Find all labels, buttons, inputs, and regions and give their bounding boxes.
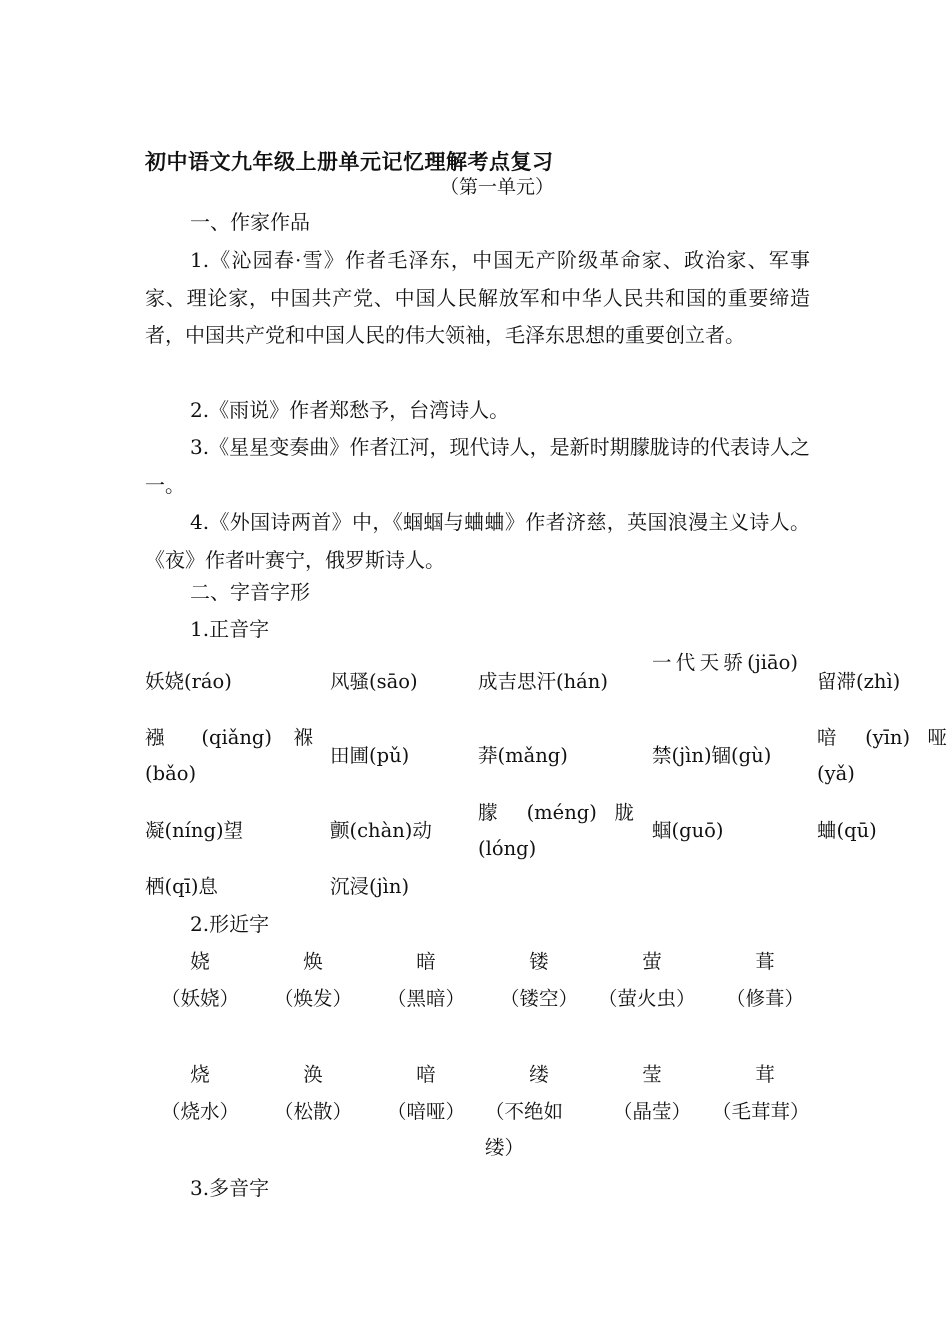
table-cell: 颤(chàn)动: [330, 819, 432, 842]
paragraph-2: 2.《雨说》作者郑愁予，台湾诗人。: [190, 398, 510, 422]
table-cell: 莽(mǎng): [478, 744, 568, 767]
table-cell: 成吉思汗(hán): [478, 670, 608, 693]
table-cell: 暗: [416, 950, 436, 973]
table-cell: （萤火虫）: [598, 987, 696, 1010]
table-cell: （黑暗）: [386, 987, 465, 1010]
table-cell: 莹: [642, 1063, 662, 1086]
table-cell: 田圃(pǔ): [330, 744, 410, 767]
table-cell: 一代天骄(jiāo): [652, 651, 798, 674]
section-heading-characters: 二、字音字形: [190, 580, 310, 604]
table-cell: 禁(jìn)锢(gù): [652, 744, 772, 767]
paragraph-4: 4.《外国诗两首》中，《蝈蝈与蛐蛐》作者济慈，英国浪漫主义诗人。《夜》作者叶赛宁，俄罗斯诗人。: [145, 510, 810, 572]
page-title: 初中语文九年级上册单元记忆理解考点复习: [145, 150, 554, 174]
table-cell: （烧水）: [160, 1100, 239, 1123]
table-cell: 葺: [755, 950, 775, 973]
table-cell: （妖娆）: [160, 987, 239, 1010]
paragraph-1: 1.《沁园春·雪》作者毛泽东，中国无产阶级革命家、政治家、军事家、理论家，中国共产党、中国人民解放军和中华人民共和国的重要缔造者，中国共产党和中国人民的伟大领袖，毛泽东思想的重要创立者。: [145, 248, 810, 347]
section-heading-authors: 一、作家作品: [190, 210, 310, 234]
table-cell: 烧: [190, 1063, 210, 1086]
table-cell: （焕发）: [273, 987, 352, 1010]
table-cell: 妖娆(ráo): [145, 670, 232, 693]
table-cell: 娆: [190, 950, 210, 973]
subsection-polyphones: 3.多音字: [190, 1176, 270, 1200]
table-cell: 喑 (yīn) 哑(yǎ): [817, 726, 947, 785]
table-cell: （松散）: [273, 1100, 352, 1123]
subsection-similar: 2.形近字: [190, 912, 270, 936]
table-cell: （喑哑）: [386, 1100, 465, 1123]
paragraph-3: 3.《星星变奏曲》作者江河，现代诗人，是新时期朦胧诗的代表诗人之一。: [145, 435, 810, 497]
table-cell: 留滞(zhì): [817, 670, 901, 693]
table-cell: 镂: [529, 950, 549, 973]
table-cell: （晶莹）: [612, 1100, 691, 1123]
table-cell: 蝈(guō): [652, 819, 724, 842]
table-cell: 涣: [303, 1063, 323, 1086]
table-cell: 凝(níng)望: [145, 819, 244, 842]
table-cell: 沉浸(jìn): [330, 875, 410, 898]
table-cell: 萤: [642, 950, 662, 973]
table-cell: 襁 (qiǎng) 褓(bǎo): [145, 726, 313, 785]
table-cell: 喑: [416, 1063, 436, 1086]
page-subtitle: （第一单元）: [440, 176, 555, 198]
table-cell: 风骚(sāo): [330, 670, 418, 693]
table-cell: 蛐(qū): [817, 819, 877, 842]
table-cell: （不绝如缕）: [485, 1100, 564, 1159]
table-cell: 焕: [303, 950, 323, 973]
table-cell: 茸: [755, 1063, 775, 1086]
table-cell: （修葺）: [725, 987, 804, 1010]
subsection-pronunciation: 1.正音字: [190, 617, 270, 641]
table-cell: （镂空）: [499, 987, 578, 1010]
table-cell: 缕: [529, 1063, 549, 1086]
table-cell: （毛茸茸）: [712, 1100, 810, 1123]
table-cell: 栖(qī)息: [145, 875, 218, 898]
table-cell: 朦 (méng) 胧(lóng): [478, 801, 634, 860]
